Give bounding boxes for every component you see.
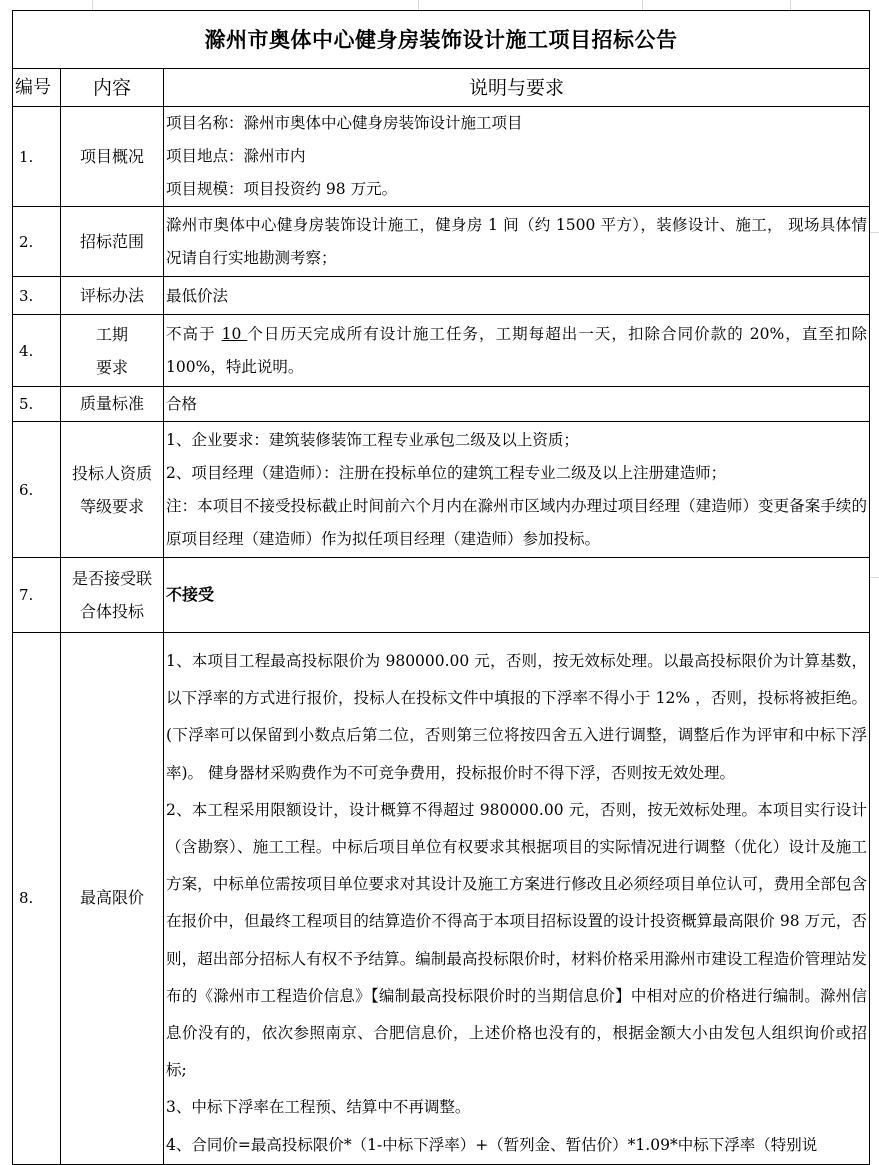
row-item: 质量标准 (61, 387, 164, 422)
description-line: 项目地点：滁州市内 (166, 147, 306, 165)
description-text (166, 318, 867, 384)
row-number: 4. (13, 315, 61, 387)
row-description (164, 277, 870, 315)
description-line: 2、本工程采用限额设计，设计概算不得超过 980000.00 元，否则，按无效标处理。本项目实行设计（含勘察）、施工工程。中标后项目单位有权要求其根据项目的实际情况进行调整（优化）设计及施工方案，中标单位需按项目单位要求对其设计及施工方案进行修改且必须经项目单位认可，费用全部包含在报价中，但最终工程项目的结算造价不得高于本项目招标设置的设计投资概算最高限价 98 万元，否则，超出部分招标人有权不予结算。编制最高投标限价时，材料价格采用滁州市建设工程造价管理站发布的《滁州市工程造价信息》【编制最高投标限价时的当期信息价】中相对应的价格进行编制。滁州信息价没有的，依次参照南京、合肥信息价，上述价格也没有的，根据金额大小由发包人组织询价或招标; (166, 800, 868, 1080)
sheet-gridline (790, 0, 791, 10)
row-description (164, 207, 870, 277)
header-description: 说明与要求 (164, 69, 870, 107)
description-line: 3、中标下浮率在工程预、结算中不再调整。 (166, 1098, 471, 1117)
description-line: 项目名称：滁州市奥体中心健身房装饰设计施工项目 (166, 114, 523, 132)
description-line: 注：本项目不接受投标截止时间前六个月内在滁州市区域内办理过项目经理（建造师）变更备案手续的原项目经理（建造师）作为拟任项目经理（建造师）参加投标。 (166, 496, 868, 548)
row-number: 2. (13, 207, 61, 277)
description-line: 1、本项目工程最高投标限价为 980000.00 元，否则，按无效标处理。以最高投标限价为计算基数，以下浮率的方式进行报价，投标人在投标文件中填报的下浮率不得小于 12% ，否则，投标将被拒绝。(下浮率可以保留到小数点后第二位，否则第三位将按四舍五入进行调整，调整后作为评审和中标下浮率)。 健身器材采购费作为不可竞争费用，投标报价时不得下浮，否则按无效处理。 (166, 652, 868, 782)
table-row (13, 633, 870, 1165)
row-number: 3. (13, 277, 61, 315)
row-description (164, 387, 870, 422)
table-row (13, 422, 870, 558)
sheet-gridline (869, 232, 879, 233)
row-item-line: 投标人资质 (71, 463, 152, 483)
row-number: 8. (13, 633, 61, 1165)
description-text: 不接受 (166, 585, 215, 604)
description-text: 最低价法 (166, 286, 229, 305)
row-item: 项目概况 (61, 107, 164, 207)
page-title: 滁州市奥体中心健身房装饰设计施工项目招标公告 (13, 11, 870, 69)
table-row (13, 315, 870, 387)
row-number: 6. (13, 422, 61, 558)
row-item: 评标办法 (61, 277, 164, 315)
row-description (164, 633, 870, 1165)
row-number: 7. (13, 558, 61, 633)
row-description (164, 422, 870, 558)
row-description (164, 315, 870, 387)
row-item: 招标范围 (61, 207, 164, 277)
table-row (13, 387, 870, 422)
row-item (61, 422, 164, 558)
row-item-line: 合体投标 (79, 602, 144, 621)
header-content: 内容 (61, 69, 164, 107)
row-item-line: 等级要求 (79, 496, 144, 516)
table-row (13, 107, 870, 207)
description-line: 1、企业要求：建筑装修装饰工程专业承包二级及以上资质； (166, 430, 579, 449)
description-line: 4、合同价=最高投标限价*（1-中标下浮率）+（暂列金、暂估价）*1.09*中标下浮率（特别说 (166, 1135, 818, 1154)
description-line: 2、项目经理（建造师）：注册在投标单位的建筑工程专业二级及以上注册建造师； (166, 463, 727, 482)
row-item (61, 558, 164, 633)
sheet-gridline (869, 577, 879, 578)
sheet-gridline (418, 0, 419, 10)
row-item-line: 要求 (95, 357, 128, 377)
duration-prefix: 不高于 (166, 324, 222, 343)
row-item-line: 工期 (95, 324, 128, 344)
table-row (13, 277, 870, 315)
table-row (13, 558, 870, 633)
description-line: 项目规模：项目投资约 98 万元。 (166, 180, 398, 198)
description-text: 合格 (166, 395, 198, 413)
header-number: 编号 (13, 69, 61, 107)
sheet-gridline (642, 0, 643, 10)
row-number: 5. (13, 387, 61, 422)
row-item (61, 315, 164, 387)
tender-table (12, 10, 870, 1165)
row-description (164, 107, 870, 207)
duration-days: 10 (221, 324, 248, 343)
description-text: 滁州市奥体中心健身房装饰设计施工，健身房 1 间（约 1500 平方），装修设计、施工， 现场具体情况请自行实地勘测考察； (166, 215, 868, 267)
row-description (164, 558, 870, 633)
table-row (13, 207, 870, 277)
duration-suffix: 个日历天完成所有设计施工任务，工期每超出一天，扣除合同价款的 20%，直至扣除 100%，特此说明。 (166, 324, 868, 376)
row-item: 最高限价 (61, 633, 164, 1165)
sheet-gridline (92, 0, 93, 10)
row-item-line: 是否接受联 (71, 569, 152, 588)
row-number: 1. (13, 107, 61, 207)
